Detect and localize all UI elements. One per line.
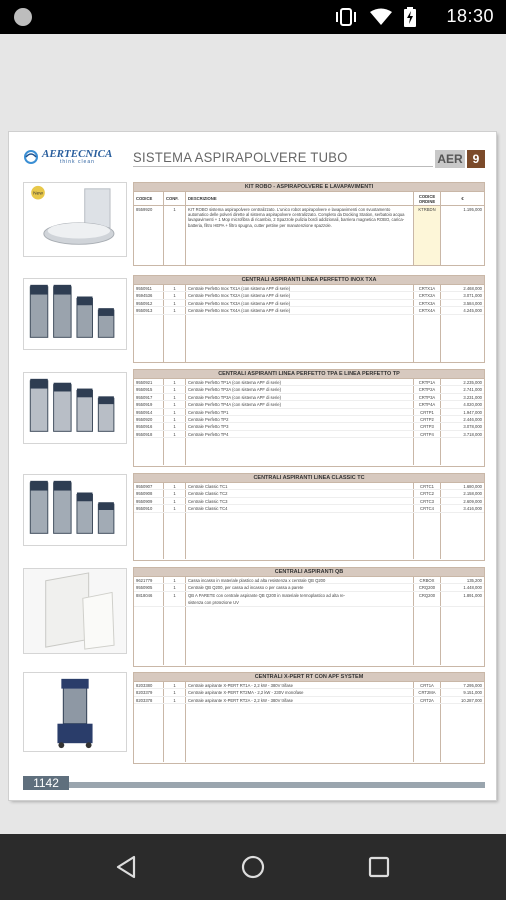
cell-code: 9550911: [134, 285, 164, 291]
cell-cod: CRBOX: [414, 577, 441, 583]
cell-code: 9550917: [134, 394, 164, 400]
cell-desc: Centrale Classic TC1: [186, 483, 414, 489]
section-xpert-rt: [133, 672, 485, 764]
cell-cod: CRT1A: [414, 682, 441, 688]
cell-desc: Centrale Classic TC2: [186, 490, 414, 496]
cell-desc: Centrale Classic TC3: [186, 498, 414, 504]
cell-conf: 1: [164, 689, 186, 695]
cell-desc: Centrale aspirante X-PERT RT2A - 2,2 kW - 380V trifase: [186, 697, 414, 703]
catalog-page[interactable]: [9, 132, 496, 800]
battery-charging-icon: [404, 7, 416, 27]
cell-code: 9550913: [134, 307, 164, 313]
cell-desc: Centrale aspirante X-PERT RT2MA - 2,2 kW - 230V monofase: [186, 689, 414, 695]
table-row[interactable]: [134, 682, 484, 689]
cell-desc: Centrale Perfetto Inox TX4A (con sistema APF di serie): [186, 307, 414, 313]
cell-conf: 1: [164, 300, 186, 306]
cell-cod: CRTC3: [414, 498, 441, 504]
product-image-xpert-rt: [23, 672, 127, 752]
back-icon[interactable]: [114, 854, 140, 880]
cell-desc: Centrale QB Q200, per cassa ad incasso o per cassa a parete: [186, 584, 414, 590]
cell-price: 7.295,000: [463, 683, 482, 688]
cell-conf: 1: [164, 401, 186, 407]
cell-code: 9550916: [134, 423, 164, 429]
table-row[interactable]: [134, 689, 484, 696]
cell-code: 9550909: [134, 498, 164, 504]
table-row[interactable]: [134, 285, 484, 292]
cell-code: 9594536: [134, 292, 164, 298]
cell-conf: 1: [164, 206, 186, 265]
cell-price: 2.468,000: [463, 286, 482, 291]
cell-conf: 1: [164, 292, 186, 298]
section-title: CENTRALI ASPIRANTI LINEA PERFETTO INOX TXA: [134, 276, 484, 285]
cell-price: [441, 599, 484, 605]
cell-desc: Centrale Classic TC4: [186, 505, 414, 511]
cell-desc: Centrale Perfetto TP2: [186, 416, 414, 422]
cell-cod: CRTP2A: [414, 386, 441, 392]
cell-code: 8203380: [134, 682, 164, 688]
cell-conf: 1: [164, 505, 186, 511]
table-row[interactable]: [134, 584, 484, 591]
table-header: CODICE CONF. DESCRIZIONE CODICE ORDINE €: [134, 192, 484, 206]
cell-desc: Centrale Perfetto TP4: [186, 431, 414, 437]
table-row[interactable]: [134, 379, 484, 386]
cell-cod: CRTP1: [414, 409, 441, 415]
cell-desc: Centrale Perfetto TP1: [186, 409, 414, 415]
product-image-perfetto-tp: [23, 372, 127, 444]
cell-desc: Cassa incasso in materiale plastico ad alta resistenza x centrale QB Q200: [186, 577, 414, 583]
cell-price: 3.071,000: [463, 293, 482, 299]
section-title: CENTRALI ASPIRANTI QB: [134, 568, 484, 577]
cell-desc: Centrale Perfetto TP1A (con sistema APF di serie): [186, 379, 414, 385]
section-perfetto-tp: [133, 369, 485, 467]
cell-code: 9550919: [134, 401, 164, 407]
cell-conf: 1: [164, 592, 186, 599]
product-image-inox-txa: [23, 278, 127, 350]
cell-cod: CRTC4: [414, 505, 441, 511]
cell-cod: CRTP3A: [414, 394, 441, 400]
navigation-bar: [0, 834, 506, 900]
cell-price: 3.078,000: [463, 424, 482, 430]
cell-price: 2.609,000: [463, 498, 482, 504]
product-image-classic-tc: [23, 474, 127, 546]
table-row[interactable]: [134, 599, 484, 606]
cell-price: 2.741,000: [463, 387, 482, 393]
section-qb: [133, 567, 485, 667]
cell-price: 1.891,000: [463, 592, 482, 598]
cell-conf: 1: [164, 423, 186, 429]
page-title: SISTEMA ASPIRAPOLVERE TUBO: [133, 149, 348, 166]
cell-cod: CRTP1A: [414, 379, 441, 385]
cell-desc: Centrale Perfetto Inox TX3A (con sistema APF di serie): [186, 300, 414, 306]
section-title: CENTRALI ASPIRANTI LINEA PERFETTO TPA E LINEA PERFETTO TP: [134, 370, 484, 379]
cell-code: 9550905: [134, 584, 164, 590]
brand-logo: [23, 146, 112, 168]
cell-conf: 1: [164, 394, 186, 400]
section-robot: [133, 182, 485, 266]
cell-cod: CRTP4: [414, 431, 441, 437]
cell-code: 9550910: [134, 505, 164, 511]
table-row[interactable]: [134, 394, 484, 401]
table-row[interactable]: [134, 401, 484, 408]
section-title: CENTRALI X-PERT RT CON APF SYSTEM: [134, 673, 484, 682]
cell-price: 1.680,000: [463, 484, 482, 489]
cell-cod: CRT2A: [414, 697, 441, 703]
table-row[interactable]: [134, 300, 484, 307]
recents-icon[interactable]: [366, 854, 392, 880]
table-row[interactable]: [134, 505, 484, 512]
cell-desc: Centrale Perfetto TP2A (con sistema APF di serie): [186, 386, 414, 392]
section-inox-txa: [133, 275, 485, 363]
home-icon[interactable]: [240, 854, 266, 880]
cell-desc: KIT ROBO sistema aspirapolvere centralizzato. L'unico robot aspirapolvere e lavapavimenti con svuotamento automatico delle polveri dirette al sistema aspirapolvere centralizzato. Completo da Docking Station, serbatoio acqua lavapavimenti + 1 Mop microfibra di ricambio, 2 Spazzole pulizia bordi addizionali, barriera magnetica ROBO, carica-batteria, filtro HEPA + filtro spugna, cutter pettine per manutenzione spazzole.: [186, 206, 414, 265]
table-row[interactable]: [134, 490, 484, 497]
section-title: CENTRALI ASPIRANTI LINEA CLASSIC TC: [134, 474, 484, 483]
table-row[interactable]: [134, 386, 484, 393]
product-image-robot: [23, 182, 127, 257]
cell-desc: Centrale Perfetto Inox TX2A (con sistema APF di serie): [186, 292, 414, 298]
table-row[interactable]: [134, 592, 484, 599]
table-row[interactable]: [134, 483, 484, 490]
cell-desc: sistenza con protezione UV: [186, 599, 414, 605]
cell-conf: 1: [164, 431, 186, 437]
cell-conf: 1: [164, 416, 186, 422]
cell-cod: CRTC1: [414, 483, 441, 489]
cell-code: [134, 599, 164, 605]
cell-conf: 1: [164, 584, 186, 590]
cell-cod: CRTX2A: [414, 292, 441, 298]
cell-conf: 1: [164, 386, 186, 392]
cell-price: 4.020,000: [463, 402, 482, 408]
document-viewer[interactable]: [0, 34, 506, 834]
cell-conf: 1: [164, 409, 186, 415]
cell-code: 9550920: [134, 416, 164, 422]
cell-desc: Centrale Perfetto TP3A (con sistema APF di serie): [186, 394, 414, 400]
logo-swirl-icon: [23, 149, 39, 165]
cell-code: 8559920: [134, 206, 164, 265]
cell-cod: CRTX4A: [414, 307, 441, 313]
cell-price: 3.584,000: [463, 300, 482, 306]
cell-code: 8818046: [134, 592, 164, 599]
cell-price: 1.195,000: [463, 207, 482, 212]
cell-code: 9550914: [134, 409, 164, 415]
cell-cod: CRTP2: [414, 416, 441, 422]
table-row[interactable]: [134, 292, 484, 299]
cell-price: 10.287,000: [461, 697, 482, 703]
cell-price: 2.446,000: [463, 416, 482, 422]
notification-icon: [14, 8, 32, 26]
cell-code: 8203378: [134, 697, 164, 703]
cell-conf: 1: [164, 379, 186, 385]
chapter-number: 9: [467, 150, 485, 168]
cell-price: 2.158,000: [463, 491, 482, 497]
table-row[interactable]: [134, 431, 484, 438]
table-row[interactable]: [134, 577, 484, 584]
cell-desc: Centrale Perfetto Inox TX1A (con sistema APF di serie): [186, 285, 414, 291]
page-number: 1142: [23, 776, 69, 790]
cell-price: 135,200: [466, 578, 482, 583]
cell-price: 1.947,000: [463, 409, 482, 415]
cell-price: 3.718,000: [463, 431, 482, 437]
chapter-code: AER: [435, 150, 465, 168]
cell-conf: 1: [164, 577, 186, 583]
cell-price: 1.448,000: [463, 585, 482, 591]
cell-code: 9550921: [134, 379, 164, 385]
table-row[interactable]: [134, 206, 484, 265]
logo-sub-text: think clean: [60, 159, 95, 165]
cell-conf: 1: [164, 682, 186, 688]
cell-conf: [164, 599, 186, 605]
cell-cod: KTRBDN: [414, 206, 441, 265]
table-row[interactable]: [134, 423, 484, 430]
cell-cod: CRTC2: [414, 490, 441, 496]
cell-desc: Centrale Perfetto TP4A (con sistema APF di serie): [186, 401, 414, 407]
cell-conf: 1: [164, 490, 186, 496]
table-row[interactable]: [134, 307, 484, 314]
cell-desc: QB A PARETE con centrale aspirante QB Q200 in materiale termoplastico ad alta re-: [186, 592, 414, 599]
table-row[interactable]: [134, 409, 484, 416]
cell-code: 9550912: [134, 300, 164, 306]
cell-code: 9550918: [134, 431, 164, 437]
cell-price: 3.416,000: [463, 506, 482, 512]
cell-cod: CRTP4A: [414, 401, 441, 407]
cell-cod: CRQ200: [414, 584, 441, 590]
clock: 18:30: [446, 6, 494, 26]
cell-cod: [414, 599, 441, 605]
cell-code: 9621779: [134, 577, 164, 583]
cell-conf: 1: [164, 307, 186, 313]
cell-cod: CRTX1A: [414, 285, 441, 291]
cell-cod: CRT2MA: [414, 689, 441, 695]
table-row[interactable]: [134, 697, 484, 704]
status-bar: [0, 0, 506, 34]
cell-cod: CRQ200: [414, 592, 441, 599]
cell-code: 8203379: [134, 689, 164, 695]
cell-cod: CRTP3: [414, 423, 441, 429]
cell-cod: CRTX3A: [414, 300, 441, 306]
cell-conf: 1: [164, 697, 186, 703]
cell-conf: 1: [164, 483, 186, 489]
vibrate-icon: [334, 7, 358, 27]
cell-price: 3.231,000: [463, 394, 482, 400]
wifi-icon: [370, 8, 392, 26]
cell-conf: 1: [164, 285, 186, 291]
logo-brand-text: AERTECNICA: [42, 148, 113, 160]
cell-conf: 1: [164, 498, 186, 504]
section-classic-tc: [133, 473, 485, 561]
section-title: KIT ROBO - ASPIRAPOLVERE E LAVAPAVIMENTI: [134, 183, 484, 192]
table-row[interactable]: [134, 416, 484, 423]
product-image-qb: [23, 568, 127, 654]
cell-code: 9550908: [134, 490, 164, 496]
cell-code: 9550907: [134, 483, 164, 489]
cell-code: 9550915: [134, 386, 164, 392]
table-row[interactable]: [134, 498, 484, 505]
cell-desc: Centrale Perfetto TP3: [186, 423, 414, 429]
cell-price: 4.245,000: [463, 308, 482, 314]
cell-price: 9.151,000: [463, 690, 482, 696]
cell-price: 2.235,000: [463, 380, 482, 385]
cell-desc: Centrale aspirante X-PERT RT1A - 2,2 kW - 380V trifase: [186, 682, 414, 688]
new-badge: New: [33, 191, 43, 197]
